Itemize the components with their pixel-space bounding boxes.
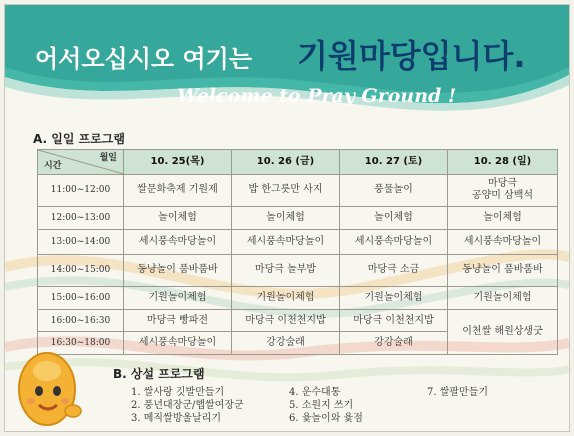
table-row — [38, 309, 558, 332]
program-cell: 마당극 공양미 삼백석 — [448, 174, 558, 207]
program-cell: 마당극 소금 — [340, 254, 448, 287]
list-item: 4. 운수대통 — [289, 387, 341, 398]
program-cell: 마당극 빵파전 — [124, 309, 232, 332]
program-cell: 마당극 이천천지밥 — [232, 309, 340, 332]
day-header: 10. 25(목) — [124, 150, 232, 175]
subtitle-english: Welcome to Pray Ground ! — [177, 85, 457, 107]
corner-time-label: 시간 — [44, 160, 62, 171]
program-cell: 마당극 놀부밥 — [232, 254, 340, 287]
section-b-title: B. 상설 프로그램 — [113, 367, 205, 381]
program-cell: 놀이체험 — [232, 207, 340, 230]
program-cell-merged: 이천쌀 해원상생굿 — [448, 309, 558, 354]
corner-month-label: 월일 — [99, 153, 117, 163]
program-cell: 기원놀이체험 — [448, 287, 558, 310]
program-cell: 놀이체험 — [124, 207, 232, 230]
time-cell: 15:00~16:00 — [38, 287, 124, 310]
list-item: 2. 풍년대장군/햅쌀여장군 — [131, 400, 244, 411]
title-welcome: 어서오십시오 여기는 — [35, 45, 253, 73]
list-item: 7. 쌀팔만들기 — [427, 387, 489, 398]
program-cell: 세시풍속마당놀이 — [340, 229, 448, 254]
program-cell: 세시풍속마당놀이 — [124, 332, 232, 355]
day-header: 10. 27 (토) — [340, 150, 448, 175]
program-cell: 풍물놀이 — [340, 174, 448, 207]
time-cell: 16:00~16:30 — [38, 309, 124, 332]
program-cell: 기원놀이체험 — [340, 287, 448, 310]
program-cell: 세시풍속마당놀이 — [232, 229, 340, 254]
section-a-title: A. 일일 프로그램 — [33, 132, 125, 146]
time-cell: 16:30~18:00 — [38, 332, 124, 355]
time-cell: 11:00~12:00 — [38, 174, 124, 207]
day-header: 10. 26 (금) — [232, 150, 340, 175]
day-header: 10. 28 (일) — [448, 150, 558, 175]
program-cell: 놀이체험 — [340, 207, 448, 230]
table-row — [38, 287, 558, 310]
list-item: 1. 쌀사랑 깃발만들기 — [131, 387, 225, 398]
daily-schedule-table — [37, 149, 558, 355]
table-header-row — [38, 150, 558, 175]
program-cell: 놀이체험 — [448, 207, 558, 230]
time-cell: 13:00~14:00 — [38, 229, 124, 254]
program-cell: 밥 한그릇만 사지 — [232, 174, 340, 207]
list-item: 5. 소원지 쓰기 — [289, 400, 354, 411]
list-item: 6. 윷놀이와 윷점 — [289, 413, 363, 424]
table-row — [38, 174, 558, 207]
list-item: 3. 메직쌀방울날리기 — [131, 413, 221, 424]
program-cell: 강강술래 — [232, 332, 340, 355]
time-cell: 12:00~13:00 — [38, 207, 124, 230]
table-row — [38, 254, 558, 287]
corner-cell — [38, 150, 124, 175]
table-row — [38, 207, 558, 230]
time-cell: 14:00~15:00 — [38, 254, 124, 287]
program-cell: 기원놀이체험 — [124, 287, 232, 310]
program-cell: 세시풍속마당놀이 — [124, 229, 232, 254]
program-cell: 동냥놀이 품바품바 — [124, 254, 232, 287]
program-cell: 세시풍속마당놀이 — [448, 229, 558, 254]
poster — [4, 4, 570, 432]
title-pray-ground: 기원마당입니다. — [297, 37, 526, 75]
program-cell: 마당극 이천천지밥 — [340, 309, 448, 332]
program-cell: 기원놀이체험 — [232, 287, 340, 310]
program-cell: 쌀문화축제 기원제 — [124, 174, 232, 207]
rice-mascot-icon — [7, 341, 87, 431]
program-cell: 강강술래 — [340, 332, 448, 355]
program-cell: 동냥놀이 품바품바 — [448, 254, 558, 287]
table-row — [38, 229, 558, 254]
